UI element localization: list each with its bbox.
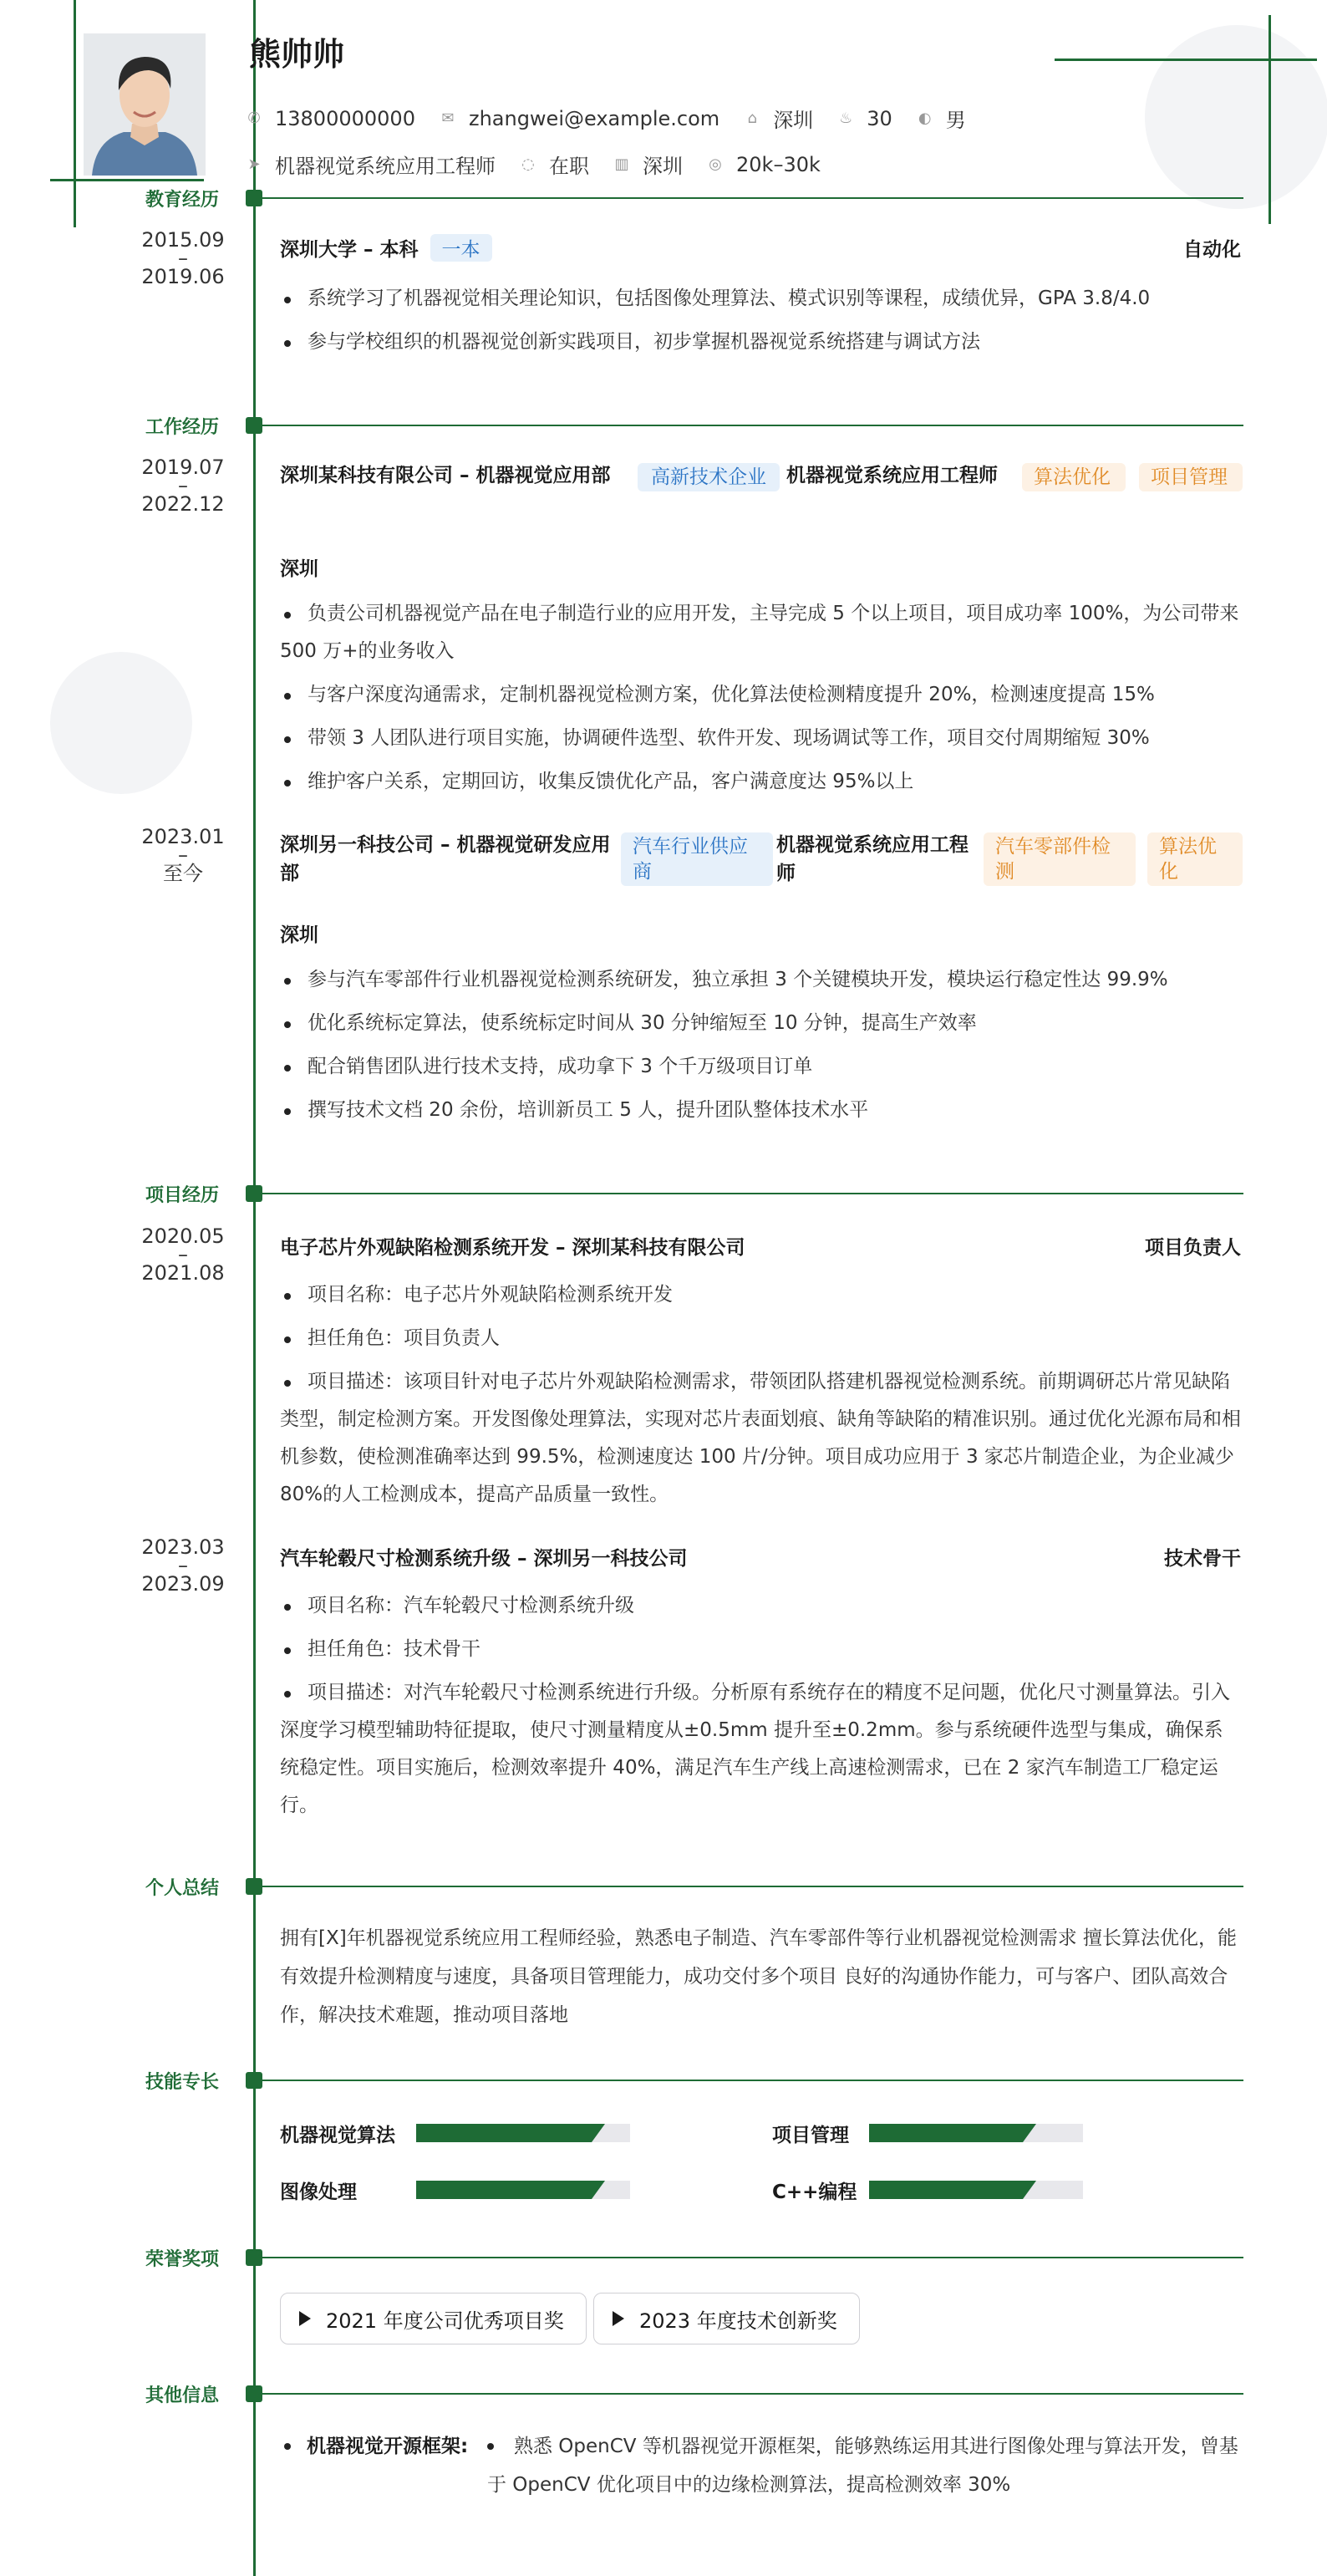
skill-tag: 算法优化 [1147, 832, 1243, 886]
section-divider [261, 1886, 1243, 1887]
date-start: 2023.01 [141, 825, 225, 848]
company-name: 深圳某科技有限公司 – 机器视觉应用部 [280, 465, 611, 486]
other-text: 熟悉 OpenCV 等机器视觉开源框架，能够熟练运用其进行图像处理与算法开发，曾基于 OpenCV 优化项目中的边缘检测算法，提高检测效率 30% [487, 2436, 1238, 2496]
avatar [84, 33, 206, 176]
target-job: 机器视觉系统应用工程师 [275, 155, 496, 178]
date-start: 2015.09 [141, 228, 225, 252]
project-bullets-1 [280, 1276, 1241, 1520]
skill-bar-fill [416, 2124, 592, 2142]
salary: 20k–30k [736, 152, 821, 176]
target-city: 深圳 [643, 155, 683, 178]
job-role: 机器视觉系统应用工程师 [776, 834, 969, 884]
section-divider [261, 2080, 1243, 2081]
skill-name: 机器视觉算法 [280, 2125, 395, 2146]
building-icon: ▥ [614, 155, 629, 173]
section-title-other: 其他信息 [145, 2385, 219, 2406]
work-bullets-2 [280, 961, 1241, 1135]
work-location: 深圳 [280, 558, 318, 580]
decor-line [50, 179, 204, 181]
gender-icon: ◐ [918, 109, 932, 127]
mail-icon: ✉ [441, 109, 455, 127]
bullet-dot [284, 2443, 291, 2450]
company-name: 深圳另一科技公司 – 机器视觉研发应用部 [280, 834, 611, 884]
date-start: 2020.05 [141, 1224, 225, 1248]
work-location: 深圳 [280, 924, 318, 946]
decor-line [1269, 15, 1271, 224]
date-end: 2019.06 [141, 265, 225, 288]
section-node [246, 417, 262, 434]
award-name: 2023 年度技术创新奖 [639, 2309, 837, 2333]
section-title-awards: 荣誉奖项 [145, 2249, 219, 2270]
decor-line [1055, 59, 1317, 61]
project-role: 技术骨干 [1164, 1548, 1241, 1570]
school-name: 深圳大学 – 本科 [280, 239, 419, 261]
section-divider [261, 2393, 1243, 2395]
section-node [246, 1185, 262, 1202]
skill-name: C++编程 [772, 2181, 857, 2203]
project-title: 电子芯片外观缺陷检测系统开发 – 深圳某科技有限公司 [280, 1237, 745, 1259]
work-date-2 [133, 826, 233, 884]
skill-bar [416, 2181, 630, 2199]
company-tag: 高新技术企业 [638, 463, 780, 491]
cake-icon: ♨ [839, 109, 853, 127]
project-title: 汽车轮毂尺寸检测系统升级 – 深圳另一科技公司 [280, 1548, 688, 1570]
section-divider [261, 425, 1243, 426]
section-title-work: 工作经历 [145, 417, 219, 438]
work-date-1 [133, 456, 233, 515]
edu-head [280, 234, 1241, 262]
send-icon: ➤ [247, 155, 261, 173]
list-item: 项目名称：汽车轮毂尺寸检测系统升级 [280, 1587, 1241, 1625]
list-item: 配合销售团队进行技术支持，成功拿下 3 个千万级项目订单 [280, 1048, 1241, 1086]
skill-tag: 项目管理 [1139, 463, 1243, 491]
list-item: 项目名称：电子芯片外观缺陷检测系统开发 [280, 1276, 1241, 1314]
major: 自动化 [1183, 239, 1241, 261]
play-icon [299, 2311, 311, 2326]
skill-bar [869, 2124, 1083, 2142]
money-icon: ◎ [709, 155, 722, 173]
list-item: 参与学校组织的机器视觉创新实践项目，初步掌握机器视觉系统搭建与调试方法 [280, 323, 1241, 361]
skill-bar-fill [869, 2124, 1023, 2142]
date-end: 2021.08 [141, 1261, 225, 1285]
date-sep: – [178, 247, 188, 270]
date-start: 2023.03 [141, 1535, 225, 1559]
list-item: 担任角色：技术骨干 [280, 1631, 1241, 1668]
list-item: 参与汽车零部件行业机器视觉检测系统研发，独立承担 3 个关键模块开发，模块运行稳定性达 99.9% [280, 961, 1241, 999]
project-bullets-2 [280, 1587, 1241, 1830]
decor-line [74, 0, 76, 227]
section-node [246, 190, 262, 206]
decor-circle-left [50, 652, 192, 794]
skill-bar-fill [416, 2181, 592, 2199]
skill-bar [869, 2181, 1083, 2199]
list-item: 维护客户关系，定期回访，收集反馈优化产品，客户满意度达 95%以上 [280, 763, 1241, 801]
skill-tag: 汽车零部件检测 [984, 832, 1136, 886]
date-end: 2022.12 [141, 492, 225, 516]
section-node [246, 2072, 262, 2089]
gender: 男 [945, 109, 966, 132]
job-status: 在职 [549, 155, 589, 178]
company-tag: 汽车行业供应商 [621, 832, 773, 886]
award-chip [280, 2293, 587, 2344]
phone-icon: ✆ [247, 109, 261, 127]
job-intent-row [245, 150, 844, 179]
school-tag: 一本 [430, 234, 492, 262]
section-divider [261, 2257, 1243, 2258]
section-title-summary: 个人总结 [145, 1878, 219, 1899]
candidate-name: 熊帅帅 [249, 36, 345, 73]
project-head-2 [280, 1543, 1241, 1571]
section-title-projects: 项目经历 [145, 1185, 219, 1206]
project-role: 项目负责人 [1145, 1237, 1241, 1259]
phone: 13800000000 [275, 106, 415, 130]
contact-row [245, 104, 989, 133]
list-item: 撰写技术文档 20 余份，培训新员工 5 人，提升团队整体技术水平 [280, 1092, 1241, 1129]
section-node [246, 1878, 262, 1895]
list-item: 优化系统标定算法，使系统标定时间从 30 分钟缩短至 10 分钟，提高生产效率 [280, 1005, 1241, 1042]
list-item: 与客户深度沟通需求，定制机器视觉检测方案，优化算法使检测精度提升 20%，检测速度提高 15% [280, 676, 1241, 714]
date-sep: – [178, 1554, 188, 1577]
date-end: 至今 [163, 862, 203, 885]
email: zhangwei@example.com [468, 106, 720, 130]
section-divider [261, 197, 1243, 199]
age: 30 [867, 106, 892, 130]
summary-text: 拥有[X]年机器视觉系统应用工程师经验，熟悉电子制造、汽车零部件等行业机器视觉检测需求 擅长算法优化，能有效提升检测精度与速度，具备项目管理能力，成功交付多个项目 良好的沟通协作能力，可与客户、团队高效合作，解决技术难题，推动项目落地 [280, 1927, 1238, 2026]
section-node [246, 2249, 262, 2266]
award-chip [593, 2293, 860, 2344]
list-item: 项目描述：对汽车轮毂尺寸检测系统进行升级。分析原有系统存在的精度不足问题，优化尺寸测量算法。引入深度学习模型辅助特征提取，使尺寸测量精度从±0.5mm 提升至±0.2mm。参与系统硬件选型与集成，确保系统稳定性。项目实施后，检测效率提升 40%，满足汽车生产线上高速检测需求，已在 2 家汽车制造工厂稳定运行。 [280, 1674, 1241, 1825]
city: 深圳 [773, 109, 814, 132]
play-icon [613, 2311, 624, 2326]
decor-circle-top-right [1145, 25, 1327, 209]
section-divider [261, 1193, 1243, 1194]
award-name: 2021 年度公司优秀项目奖 [326, 2309, 564, 2333]
project-date-1 [133, 1225, 233, 1284]
date-sep: – [178, 474, 188, 497]
section-title-education: 教育经历 [145, 190, 219, 211]
skill-bar [416, 2124, 630, 2142]
timeline-axis [253, 0, 256, 2576]
status-icon: ◌ [521, 155, 535, 173]
skill-name: 图像处理 [280, 2181, 357, 2203]
other-label: 机器视觉开源框架: [307, 2436, 469, 2457]
work-bullets-1 [280, 595, 1241, 807]
date-start: 2019.07 [141, 456, 225, 479]
list-item: 系统学习了机器视觉相关理论知识，包括图像处理算法、模式识别等课程，成绩优异，GPA 3.8/4.0 [280, 280, 1241, 318]
edu-date [133, 229, 233, 288]
date-end: 2023.09 [141, 1572, 225, 1596]
home-icon: ⌂ [747, 109, 757, 127]
list-item: 负责公司机器视觉产品在电子制造行业的应用开发，主导完成 5 个以上项目，项目成功率 100%，为公司带来 500 万+的业务收入 [280, 595, 1241, 670]
project-head-1 [280, 1232, 1241, 1260]
list-item: 担任角色：项目负责人 [280, 1320, 1241, 1357]
section-title-skills: 技能专长 [145, 2072, 219, 2093]
job-role: 机器视觉系统应用工程师 [786, 465, 998, 486]
edu-bullets [280, 280, 1241, 367]
date-sep: – [178, 1243, 188, 1266]
section-node [246, 2385, 262, 2402]
list-item: 带领 3 人团队进行项目实施，协调硬件选型、软件开发、现场调试等工作，项目交付周期缩短 30% [280, 720, 1241, 757]
project-date-2 [133, 1536, 233, 1595]
list-item: 项目描述：该项目针对电子芯片外观缺陷检测需求，带领团队搭建机器视觉检测系统。前期调研芯片常见缺陷类型，制定检测方案。开发图像处理算法，实现对芯片表面划痕、缺角等缺陷的精准识别。通过优化光源布局和相机参数，使检测准确率达到 99.5%，检测速度达 100 片/分钟。项目成功应用于 3 家芯片制造企业，为企业减少 80%的人工检测成本，提高产品质量一致性。 [280, 1363, 1241, 1514]
skill-bar-fill [869, 2181, 1023, 2199]
date-sep: – [178, 843, 188, 867]
skill-tag: 算法优化 [1022, 463, 1126, 491]
avatar-portrait [84, 33, 206, 176]
skill-name: 项目管理 [772, 2125, 849, 2146]
